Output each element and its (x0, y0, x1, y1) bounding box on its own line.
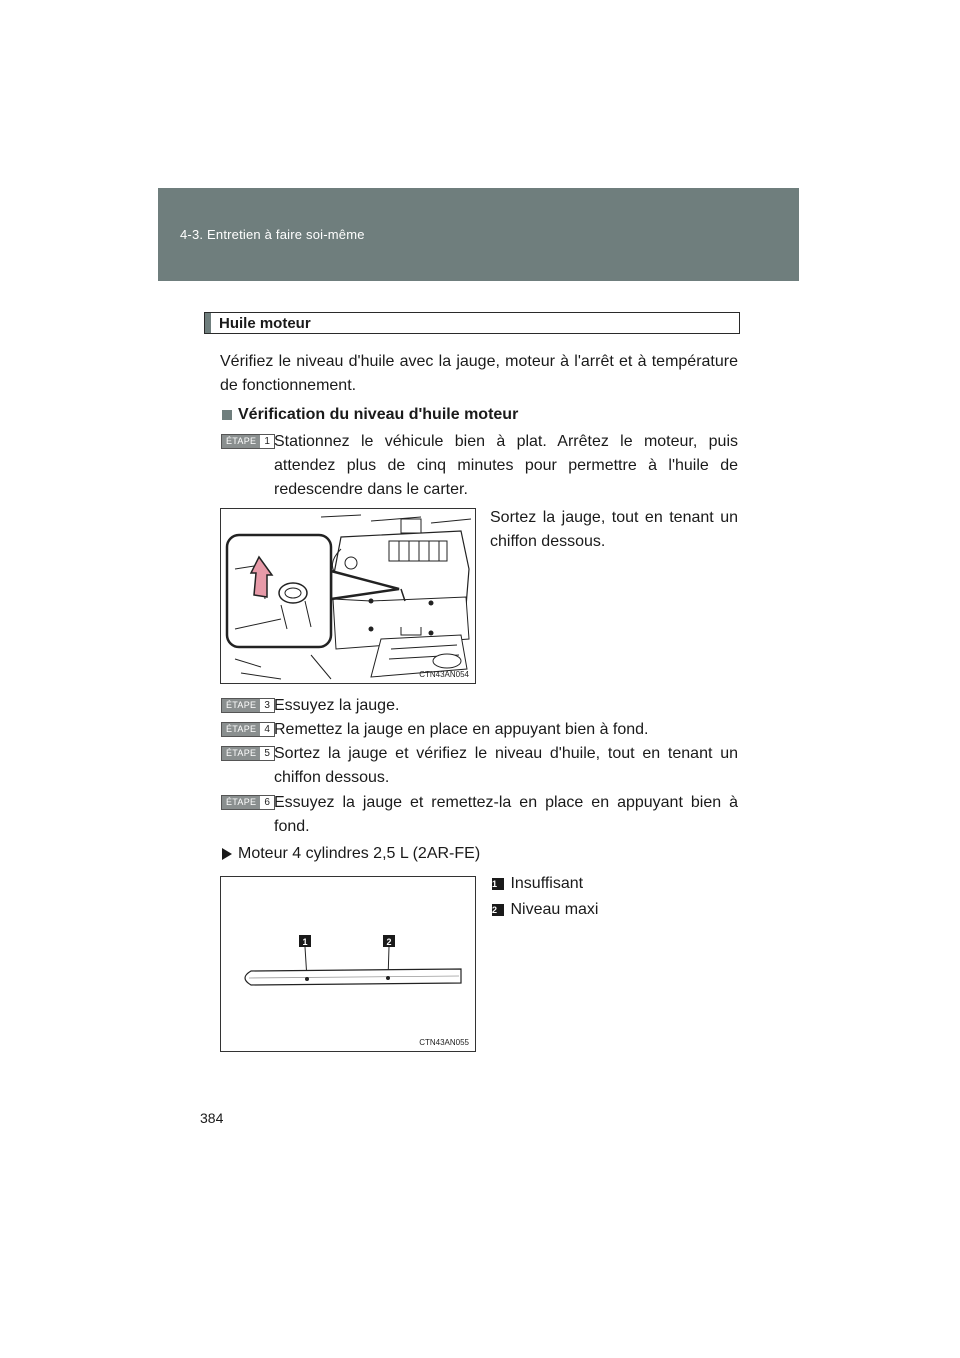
step-number: 6 (260, 796, 274, 809)
engine-variant (222, 842, 480, 866)
page-number: 384 (200, 1110, 224, 1126)
step-badge-3 (221, 698, 275, 713)
section-title: Huile moteur (219, 315, 311, 332)
section-title-box (204, 312, 740, 334)
step-5-text: Sortez la jauge et vérifiez le niveau d'huile, tout en tenant un chiffon dessous. (274, 745, 738, 786)
step-1-text: Stationnez le véhicule bien à plat. Arrêtez le moteur, puis attendez plus de cinq minutes pour permettre à l'huile de redescendre dans le carter. (274, 433, 738, 498)
legend-label: Niveau maxi (510, 901, 599, 918)
legend-item-2 (492, 898, 598, 922)
figure-code: CTN43AN055 (419, 1038, 469, 1047)
step-6-text: Essuyez la jauge et remettez-la en place en appuyant bien à fond. (274, 794, 738, 835)
step-badge-4 (221, 722, 275, 737)
marker-2-icon: 2 (492, 904, 504, 916)
triangle-bullet-icon (222, 848, 232, 860)
chapter-header-title: 4-3. Entretien à faire soi-même (180, 227, 365, 242)
step-number: 4 (260, 723, 274, 736)
step-label: ÉTAPE (222, 723, 260, 736)
intro-paragraph: Vérifiez le niveau d'huile avec la jauge, moteur à l'arrêt et à température de fonctionnement. (220, 353, 738, 394)
step-label: ÉTAPE (222, 435, 260, 448)
step-label: ÉTAPE (222, 796, 260, 809)
legend-item-1 (492, 872, 583, 896)
section-title-bar (205, 313, 211, 333)
square-bullet-icon (222, 410, 232, 420)
step-badge-5 (221, 746, 275, 761)
step-label: ÉTAPE (222, 747, 260, 760)
dipstick-illustration (221, 877, 475, 1051)
svg-text:1: 1 (302, 937, 308, 947)
step-3-text: Essuyez la jauge. (274, 697, 400, 714)
engine-variant-text: Moteur 4 cylindres 2,5 L (2AR-FE) (238, 845, 481, 862)
step-badge-6 (221, 795, 275, 810)
figure-dipstick-levels (220, 876, 476, 1052)
svg-text:2: 2 (386, 937, 392, 947)
legend-label: Insuffisant (510, 875, 584, 892)
figure-code: CTN43AN054 (419, 670, 469, 679)
step-label: ÉTAPE (222, 699, 260, 712)
step-number: 1 (260, 435, 274, 448)
subheading-text: Vérification du niveau d'huile moteur (238, 406, 519, 423)
figure-engine-dipstick (220, 508, 476, 684)
step-2-text: Sortez la jauge, tout en tenant un chiffon dessous. (490, 509, 738, 550)
subheading (222, 406, 518, 424)
step-4-text: Remettez la jauge en place en appuyant bien à fond. (274, 721, 649, 738)
marker-1-icon: 1 (492, 878, 504, 890)
engine-illustration (221, 509, 475, 683)
step-number: 5 (260, 747, 274, 760)
step-number: 3 (260, 699, 274, 712)
step-badge-1 (221, 434, 275, 449)
